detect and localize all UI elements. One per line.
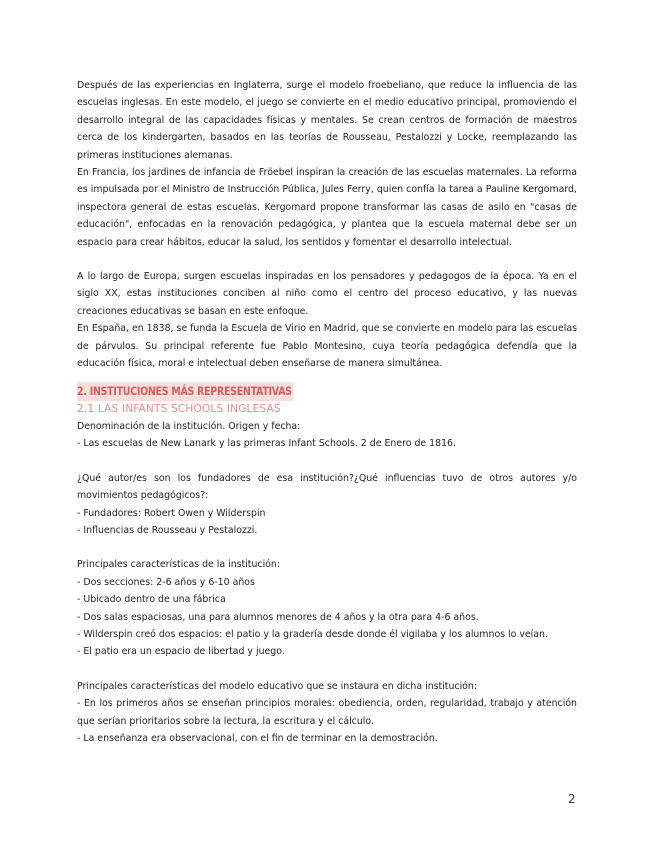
list-item: - Las escuelas de New Lanark y las primeras Infant Schools. 2 de Enero de 1816. (77, 438, 456, 450)
paragraph-europe: A lo largo de Europa, surgen escuelas inspiradas en los pensadores y pedagogos de la época. Ya en el siglo XX, estas instituciones conciben al niño como el centro del proceso educativo, y las nuevas creaciones educativas se basan en este enfoque. (77, 271, 577, 317)
list-item: - Fundadores: Robert Owen y Wilderspin (77, 507, 266, 519)
paragraph-france: En Francia, los jardines de infancia de Fröebel inspiran la creación de las escuelas maternales. La reforma es impulsada por el Ministro de Instrucción Pública, Jules Ferry, quien confía la tarea a Pauline Kergomard, inspectora general de estas escuelas. Kergomard propone transformar las casas de asilo en "casas de educación", enfocadas en la renovación pedagógica, y plantea que la escuela maternal debe ser un espacio para crear hábitos, educar la salud, los sentidos y fomentar el desarrollo intelectual. (77, 167, 577, 248)
subsection-title: 2.1 LAS INFANTS SCHOOLS INGLESAS (77, 402, 281, 415)
modelo-heading: Principales características del modelo educativo que se instaura en dicha institución: (77, 680, 478, 692)
page-number: 2 (568, 792, 576, 806)
list-item: - Dos secciones: 2-6 años y 6-10 años (77, 576, 255, 588)
list-item: - Dos salas espaciosas, una para alumnos menores de 4 años y la otra para 4-6 años. (77, 611, 479, 623)
caracteristicas-heading: Principales características de la institución: (77, 559, 281, 571)
list-item: - Wilderspin creó dos espacios: el patio y la gradería desde donde él vigilaba y los alumnos lo veían. (77, 628, 548, 640)
list-item: - La enseñanza era observacional, con el fin de terminar en la demostración. (77, 733, 438, 744)
paragraph-froebel-model: Después de las experiencias en Inglaterra, surge el modelo froebeliano, que reduce la influencia de las escuelas inglesas. En este modelo, el juego se convierte en el medio educativo principal, promoviendo el desarrollo integral de las capacidades físicas y mentales. Se crean centros de formación de maestros cerca de los kindergarten, basados en las teorías de Rousseau, Pestalozzi y Locke, reemplazando las primeras instituciones alemanas. (77, 80, 577, 161)
denominacion-heading: Denominación de la institución. Origen y fecha: (77, 420, 301, 432)
section-title: 2. INSTITUCIONES MÁS REPRESENTATIVAS (77, 382, 293, 401)
autores-heading: ¿Qué autor/es son los fundadores de esa institución?¿Qué influencias tuvo de otros autores y/o movimientos pedagógicos?: (77, 472, 577, 502)
list-item: - Ubicado dentro de una fábrica (77, 594, 226, 606)
page-content (77, 77, 577, 747)
list-item: - El patio era un espacio de libertad y juego. (77, 646, 285, 658)
paragraph-spain: En España, en 1838, se funda la Escuela de Virio en Madrid, que se convierte en modelo para las escuelas de párvulos. Su principal referente fue Pablo Montesino, cuya teoría pedagógica defendía que la educación física, moral e intelectual deben enseñarse de manera simultánea. (77, 323, 577, 370)
list-item: - En los primeros años se enseñan principios morales: obediencia, orden, regularidad, trabajo y atención que serían prioritarios sobre la lectura, la escritura y el cálculo. (77, 698, 577, 727)
list-item: - Influencias de Rousseau y Pestalozzi. (77, 524, 258, 536)
